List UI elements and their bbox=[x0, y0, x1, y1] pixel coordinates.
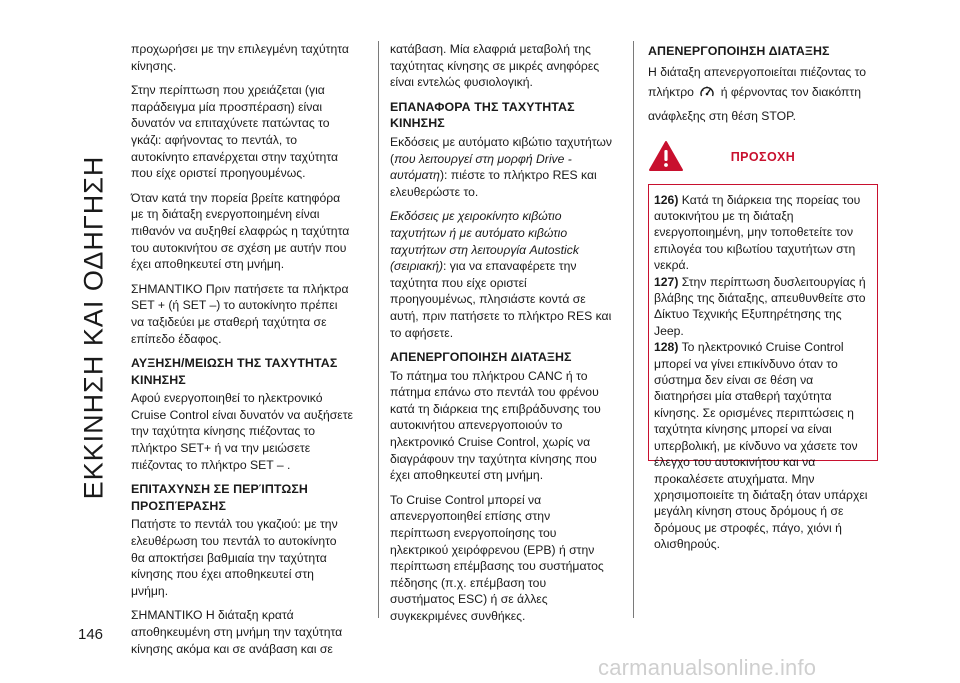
paragraph: Αφού ενεργοποιηθεί το ηλεκτρονικό Cruise Control είναι δυνατόν να αυξήσετε την ταχύτητα κίνησης πιέζοντας το πλήκτρο SET+ ή να την μειώσετε πιέζοντας το πλήκτρο SET – . bbox=[131, 391, 353, 472]
warning-item: 126) Κατά τη διάρκεια της πορείας του αυτοκινήτου με τη διάταξη ενεργοποιημένη, μην τοποθετείτε τον επιλογέα του κιβωτίου ταχυτήτων στη νεκρά. bbox=[654, 192, 861, 273]
section-heading: ΕΠΙΤΑΧΥΝΣΗ ΣΕ ΠΕΡΊΠΤΩΣΗ ΠΡΟΣΠΈΡΑΣΗΣ bbox=[131, 482, 308, 513]
column-1 bbox=[131, 41, 353, 665]
warning-item: 128) Το ηλεκτρονικό Cruise Control μπορεί να γίνει επικίνδυνο όταν το σύστημα δεν είναι σε θέση να διατηρήσει μία σταθερή ταχύτητα κίνησης. Σε ορισμένες περιπτώσεις η ταχύτητα κίνησης μπορεί να είναι υπερβολική, με κίνδυνο να χάσετε τον έλεγχο του αυτοκινήτου και να προκαλέσετε ατυχήματα. Μην χρησιμοποιείτε τη διάταξη όταν υπάρχει μεγάλη κίνηση στους δρόμους ή σε δρόμους με στροφές, πάγο, χιόνι ή ολισθηρούς. bbox=[654, 340, 868, 552]
column-divider bbox=[378, 41, 379, 618]
section-heading: ΕΠΑΝΑΦΟΡΑ ΤΗΣ ΤΑΧΥΤΗΤΑΣ ΚΙΝΗΣΗΣ bbox=[390, 99, 575, 131]
paragraph: προχωρήσει με την επιλεγμένη ταχύτητα κίνησης. bbox=[131, 42, 349, 73]
paragraph: ΣΗΜΑΝΤΙΚΟ Πριν πατήσετε τα πλήκτρα SET + (ή SET –) το αυτοκίνητο πρέπει να ταξιδεύει με σταθερή ταχύτητα σε επίπεδο έδαφος. bbox=[131, 281, 349, 346]
warning-box bbox=[648, 184, 878, 552]
paragraph: ΣΗΜΑΝΤΙΚΟ Η διάταξη κρατά αποθηκευμένη στη μνήμη την ταχύτητα κίνησης ακόμα και σε ανάβαση και σε bbox=[131, 608, 343, 656]
section-heading: ΑΠΕΝΕΡΓΟΠΟΙΗΣΗ ΔΙΑΤΑΞΗΣ bbox=[648, 44, 830, 58]
section-heading: ΑΥΞΗΣΗ/ΜΕΙΩΣΗ ΤΗΣ ΤΑΧΥΤΗΤΑΣ ΚΙΝΗΣΗΣ bbox=[131, 356, 338, 387]
paragraph: Η διάταξη απενεργοποιείται πιέζοντας το πλήκτρο ή φέρνοντας τον διακόπτη ανάφλεξης στη θέση STOP. bbox=[648, 64, 867, 123]
chapter-title: ΕΚΚΙΝΗΣΗ ΚΑΙ ΟΔΗΓΗΣΗ bbox=[78, 155, 109, 499]
warning-triangle-icon bbox=[648, 140, 684, 177]
column-divider bbox=[633, 41, 634, 618]
paragraph: Εκδόσεις με αυτόματο κιβώτιο ταχυτήτων (που λειτουργεί στη μορφή Drive - αυτόματη): πιέστε το πλήκτρο RES και ελευθερώστε το. bbox=[390, 134, 613, 199]
warning-item: 127) Στην περίπτωση δυσλειτουργίας ή βλάβης της διάταξης, απευθυνθείτε στο Δίκτυο Τεχνικής Εξυπηρέτησης της Jeep. bbox=[654, 274, 866, 338]
warning-title: ΠΡΟΣΟΧΗ bbox=[730, 150, 796, 165]
paragraph: Όταν κατά την πορεία βρείτε κατηφόρα με τη διάταξη ενεργοποιημένη είναι πιθανόν να αυξηθεί ελαφρώς η ταχύτητα του αυτοκινήτου σε σχέση με αυτήν που έχει αποθηκευτεί στη μνήμη. bbox=[131, 190, 350, 272]
speedometer-icon bbox=[699, 84, 715, 106]
page-number: 146 bbox=[78, 626, 104, 643]
paragraph: Το Cruise Control μπορεί να απενεργοποιηθεί επίσης στην περίπτωση ενεργοποίησης του ηλεκτρικού χειρόφρενου (EPB) ή στην περίπτωση επέμβασης του συστήματος πέδησης (π.χ. επέμβαση του συστήματος ESC) ή σε άλλες συγκεκριμένες συνθήκες. bbox=[390, 492, 604, 623]
paragraph: Εκδόσεις με χειροκίνητο κιβώτιο ταχυτήτων ή με αυτόματο κιβώτιο ταχυτήτων στη λειτουργία Autostick (σειριακή): για να επαναφέρετε την ταχύτητα που είχε οριστεί προηγουμένως, πλησιάστε κοντά σε αυτή, πριν πατήσετε το πλήκτρο RES και το αφήσετε. bbox=[390, 209, 612, 340]
warning-header bbox=[648, 140, 878, 176]
watermark: carmanualsonline.info bbox=[598, 655, 817, 680]
paragraph: Το πάτημα του πλήκτρου CANC ή το πάτημα επάνω στο πεντάλ του φρένου κατά τη διάρκεια της επιβράδυνσης του αυτοκινήτου απενεργοποιούν το ηλεκτρονικό Cruise Control, χωρίς να διαγράφουν την ταχύτητα κίνησης που έχει αποθηκευτεί στη μνήμη. bbox=[390, 368, 601, 483]
paragraph: κατάβαση. Μία ελαφριά μεταβολή της ταχύτητας κίνησης σε μικρές ανηφόρες είναι εντελώς φυσιολογική. bbox=[390, 42, 600, 90]
section-heading: ΑΠΕΝΕΡΓΟΠΟΙΗΣΗ ΔΙΑΤΑΞΗΣ bbox=[390, 350, 572, 365]
paragraph: Στην περίπτωση που χρειάζεται (για παράδειγμα μία προσπέραση) είναι δυνατόν να επιταχύνετε πατώντας το γκάζι: αφήνοντας το πεντάλ, το αυτοκίνητο επανέρχεται στην ταχύτητα που είχε οριστεί προηγουμένως. bbox=[131, 83, 339, 181]
column-2 bbox=[390, 41, 612, 633]
column-3 bbox=[648, 41, 878, 552]
paragraph: Πατήστε το πεντάλ του γκαζιού: με την ελευθέρωση του πεντάλ το αυτοκίνητο θα αποκτήσει βαθμιαία την ταχύτητα κίνησης που έχει αποθηκευτεί στη μνήμη. bbox=[131, 517, 338, 598]
